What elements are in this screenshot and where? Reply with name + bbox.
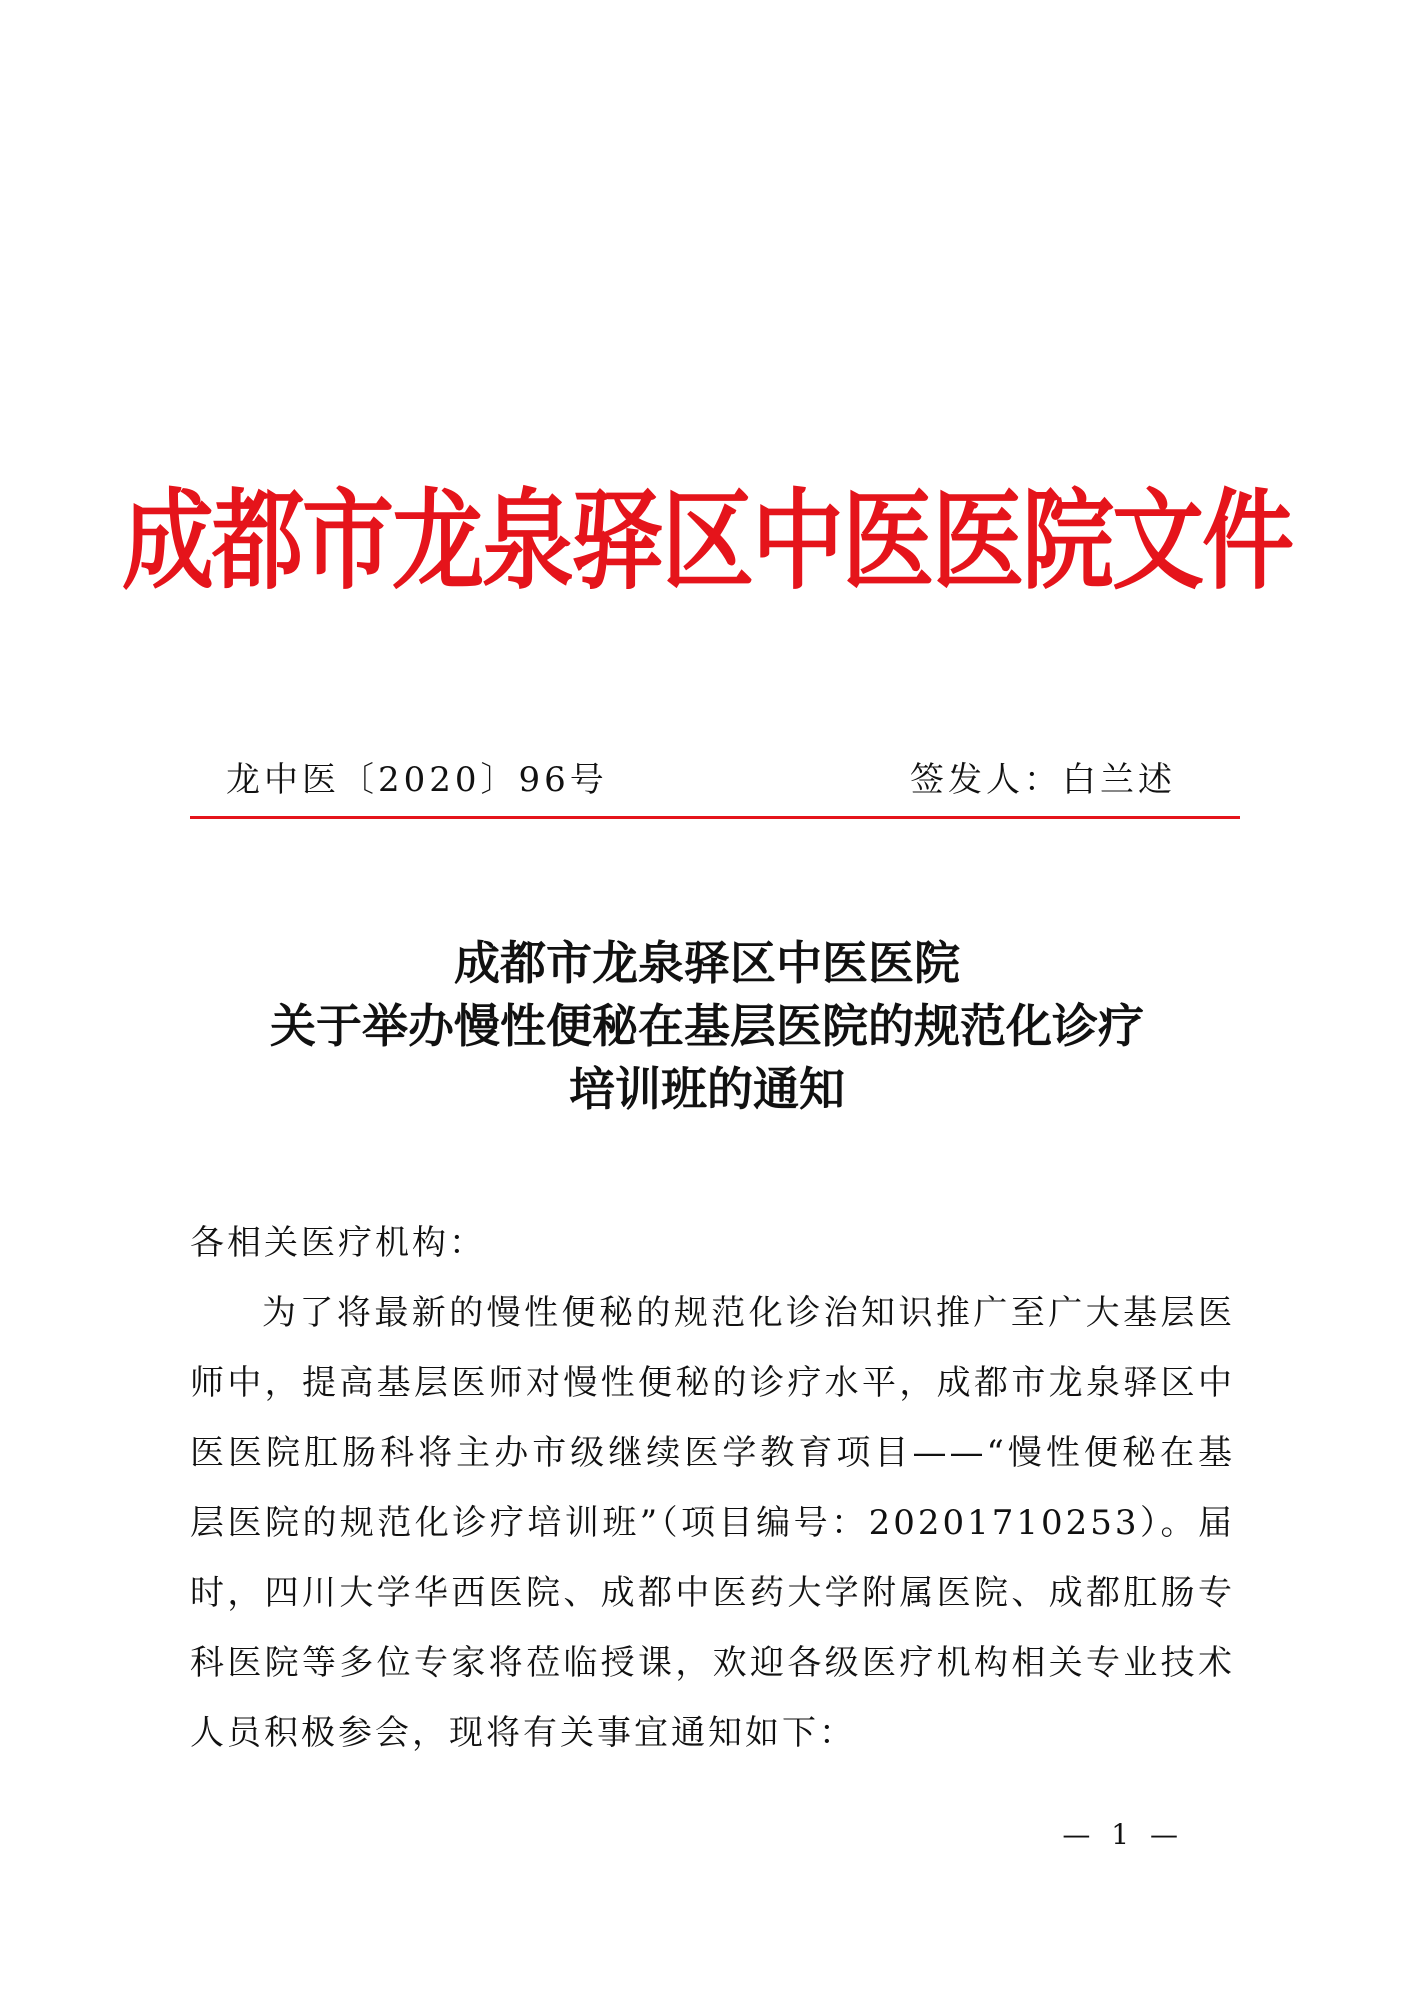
document-number: 龙中医〔2020〕96号: [226, 760, 608, 800]
masthead-title: 成都市龙泉驿区中医医院文件: [121, 477, 1292, 605]
red-divider: [190, 816, 1240, 819]
signer-label: 签发人：: [910, 760, 1062, 800]
title-line-3: 培训班的通知: [569, 1062, 845, 1116]
salutation: 各相关医疗机构：: [190, 1223, 486, 1263]
page-number: — 1 —: [1062, 1818, 1184, 1851]
signer: [910, 755, 1176, 805]
title-line-2: 关于举办慢性便秘在基层医院的规范化诊疗: [270, 999, 1144, 1053]
signer-name: 白兰述: [1062, 760, 1176, 800]
document-body: [190, 1208, 1235, 1768]
title-line-1: 成都市龙泉驿区中医医院: [454, 936, 960, 990]
document-title: [0, 932, 1414, 1121]
body-paragraph: 为了将最新的慢性便秘的规范化诊治知识推广至广大基层医师中，提高基层医师对慢性便秘的诊疗水平，成都市龙泉驿区中医医院肛肠科将主办市级继续医学教育项目——“慢性便秘在基层医院的规范化诊疗培训班”（项目编号：20201710253）。届时，四川大学华西医院、成都中医药大学附属医院、成都肛肠专科医院等多位专家将莅临授课，欢迎各级医疗机构相关专业技术人员积极参会，现将有关事宜通知如下：: [190, 1293, 1235, 1753]
